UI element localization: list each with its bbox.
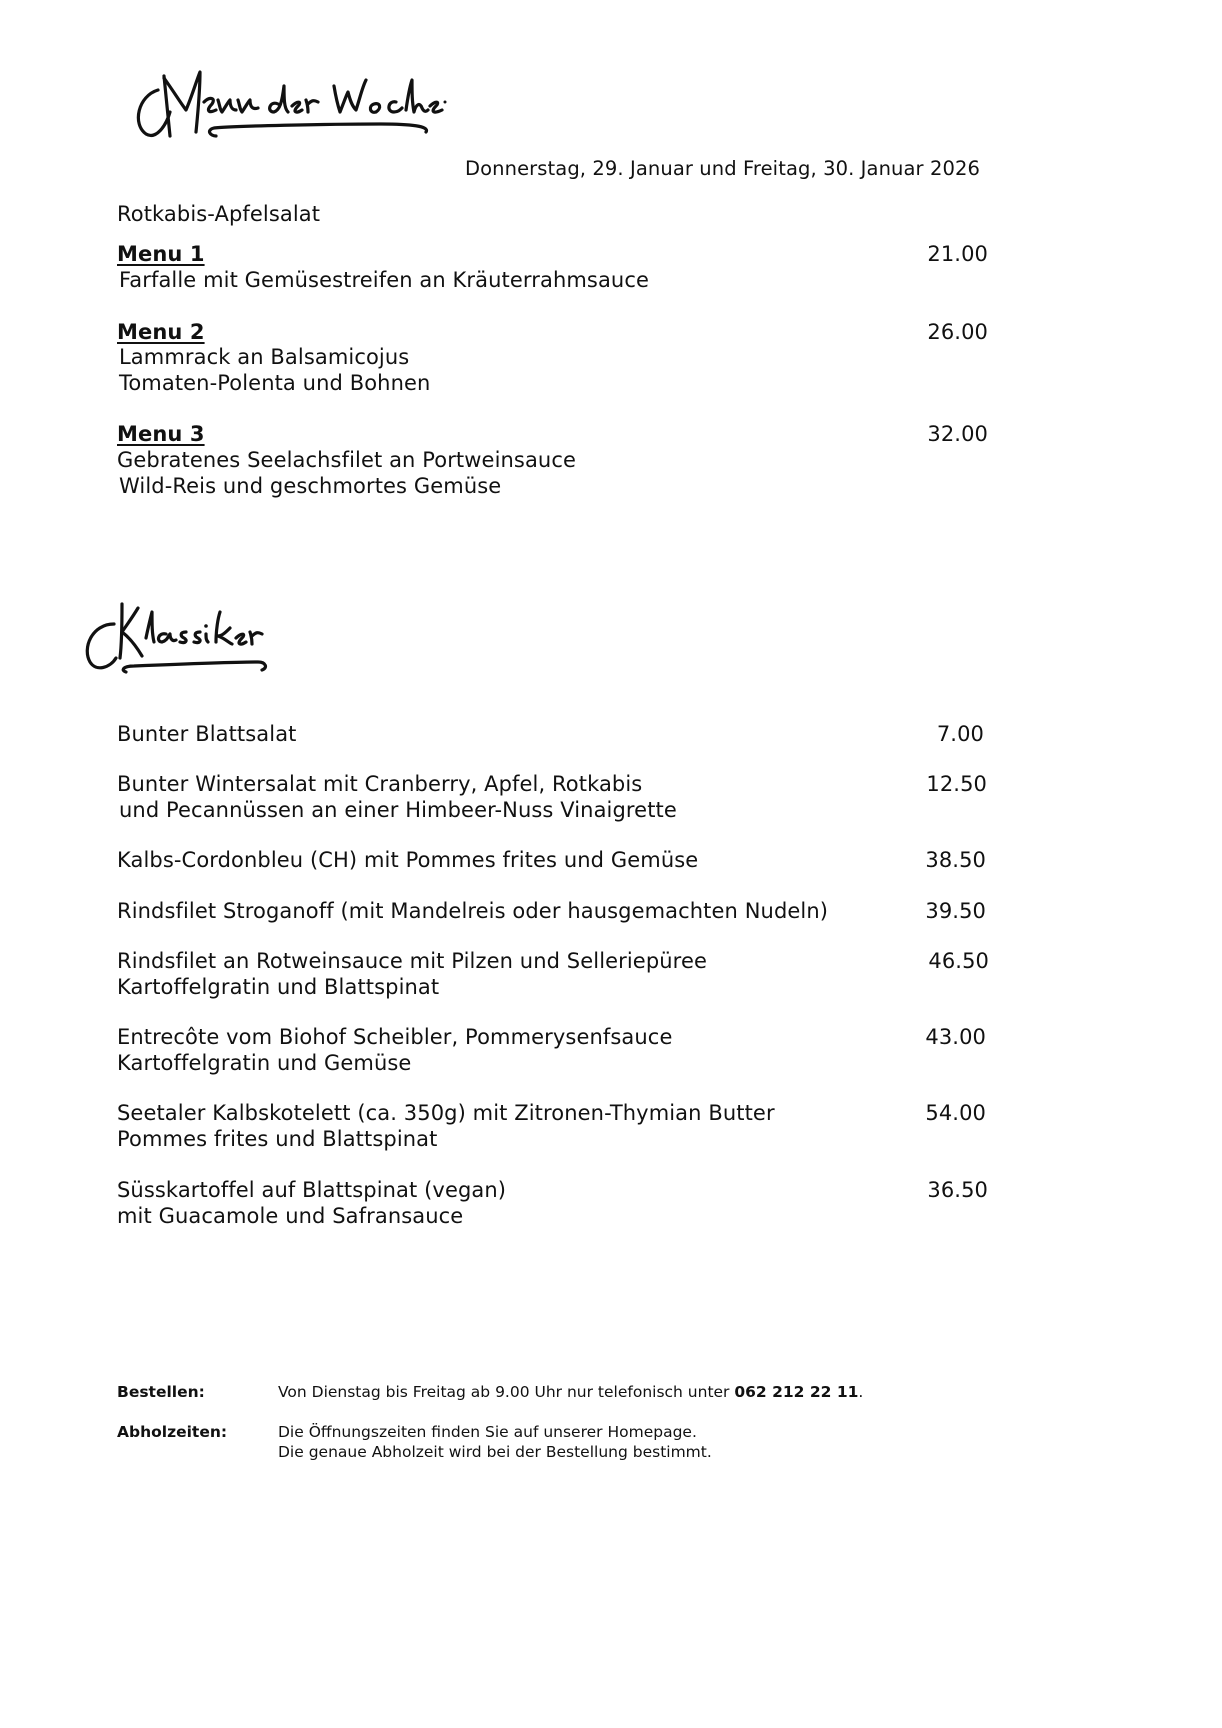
- menu-date: Donnerstag, 29. Januar und Freitag, 30. Januar 2026: [465, 157, 980, 180]
- menu-2-line-1: Lammrack an Balsamicojus: [119, 345, 410, 369]
- classic-8-line-1: Süsskartoffel auf Blattspinat (vegan): [117, 1178, 507, 1202]
- order-phone: 062 212 22 11: [734, 1383, 859, 1401]
- order-label: Bestellen:: [117, 1383, 205, 1401]
- classic-7-line-1: Seetaler Kalbskotelett (ca. 350g) mit Zitronen-Thymian Butter: [117, 1101, 775, 1125]
- starter-text: Rotkabis-Apfelsalat: [117, 202, 321, 226]
- classic-4-line-1: Rindsfilet Stroganoff (mit Mandelreis oder hausgemachten Nudeln): [117, 899, 829, 923]
- menu-2-line-2: Tomaten-Polenta und Bohnen: [119, 371, 431, 395]
- classic-6-line-2: Kartoffelgratin und Gemüse: [117, 1051, 412, 1075]
- classic-2-price: 12.50: [926, 772, 987, 796]
- klassiker-logo: [82, 598, 282, 683]
- classic-2-line-2: und Pecannüssen an einer Himbeer-Nuss Vinaigrette: [119, 798, 677, 822]
- classic-3-price: 38.50: [925, 848, 986, 872]
- menu-2-title: Menu 2: [117, 320, 205, 344]
- classic-8-price: 36.50: [927, 1178, 988, 1202]
- classic-7-line-2: Pommes frites und Blattspinat: [117, 1127, 438, 1151]
- classic-8-line-2: mit Guacamole und Safransauce: [117, 1204, 464, 1228]
- classic-1-line-1: Bunter Blattsalat: [117, 722, 297, 746]
- classic-5-price: 46.50: [928, 949, 989, 973]
- menu-1-price: 21.00: [927, 242, 988, 266]
- classic-7-price: 54.00: [925, 1101, 986, 1125]
- menu-3-line-1: Gebratenes Seelachsfilet an Portweinsauce: [117, 448, 576, 472]
- menu-1-line-1: Farfalle mit Gemüsestreifen an Kräuterrahmsauce: [119, 268, 650, 292]
- classic-4-price: 39.50: [925, 899, 986, 923]
- classic-3-line-1: Kalbs-Cordonbleu (CH) mit Pommes frites und Gemüse: [117, 848, 699, 872]
- menu-3-price: 32.00: [927, 422, 988, 446]
- menu-3-title: Menu 3: [117, 422, 205, 446]
- menu-2-price: 26.00: [927, 320, 988, 344]
- classic-5-line-2: Kartoffelgratin und Blattspinat: [117, 975, 440, 999]
- menu-3-line-2: Wild-Reis und geschmortes Gemüse: [119, 474, 502, 498]
- order-text-pre: Von Dienstag bis Freitag ab 9.00 Uhr nur telefonisch unter: [278, 1383, 735, 1401]
- classic-5-line-1: Rindsfilet an Rotweinsauce mit Pilzen und Selleriepüree: [117, 949, 707, 973]
- pickup-label: Abholzeiten:: [117, 1423, 228, 1441]
- menu-der-woche-logo: [130, 66, 450, 156]
- pickup-line-2: Die genaue Abholzeit wird bei der Bestellung bestimmt.: [278, 1443, 712, 1461]
- classic-6-price: 43.00: [925, 1025, 986, 1049]
- order-text-post: .: [858, 1383, 864, 1401]
- menu-1-title: Menu 1: [117, 242, 205, 266]
- classic-1-price: 7.00: [936, 722, 984, 746]
- classic-6-line-1: Entrecôte vom Biohof Scheibler, Pommerysenfsauce: [117, 1025, 673, 1049]
- pickup-line-1: Die Öffnungszeiten finden Sie auf unserer Homepage.: [278, 1423, 697, 1441]
- order-text: [278, 1382, 863, 1402]
- classic-2-line-1: Bunter Wintersalat mit Cranberry, Apfel, Rotkabis: [117, 772, 643, 796]
